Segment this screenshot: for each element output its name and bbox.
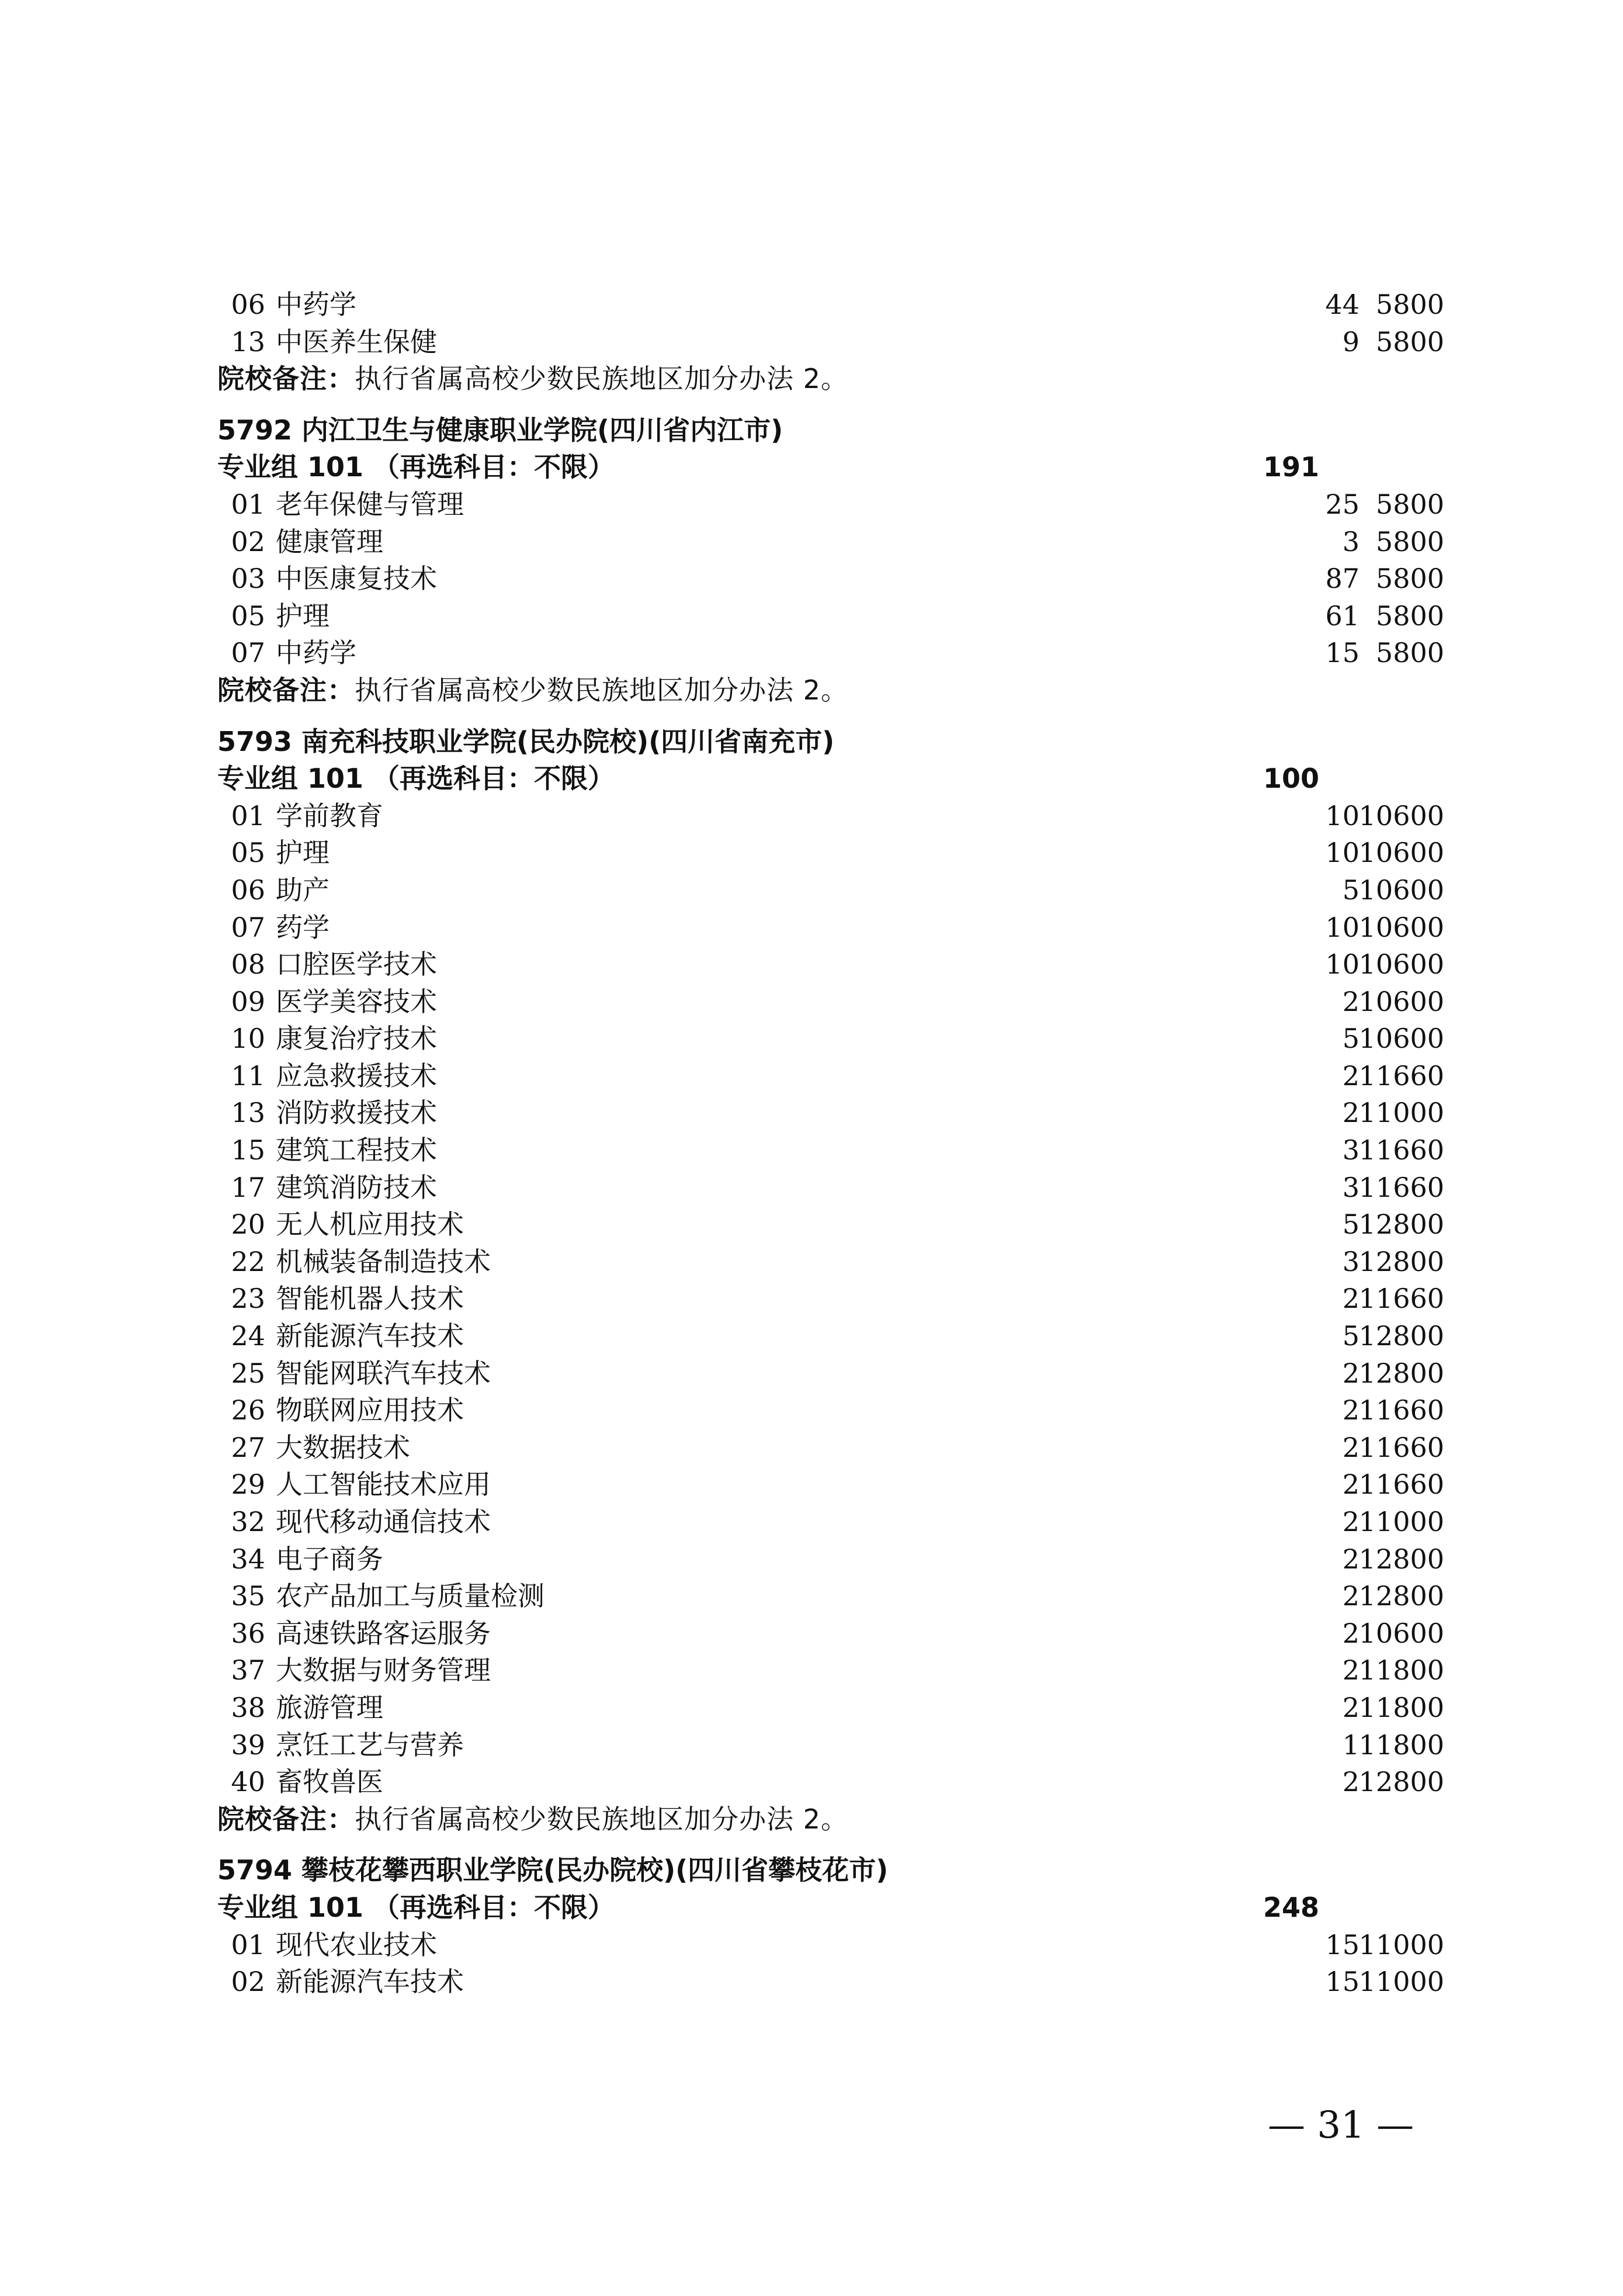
major-row xyxy=(217,1541,1444,1578)
major-row xyxy=(217,798,1444,835)
plan-count: 2 xyxy=(1342,1394,1360,1426)
tuition-fee: 12800 xyxy=(1358,1580,1444,1612)
tuition-fee: 12800 xyxy=(1358,1245,1444,1277)
tuition-fee: 5800 xyxy=(1375,637,1444,669)
major-group-header xyxy=(217,760,1444,798)
plan-count: 3 xyxy=(1342,525,1360,557)
major-row xyxy=(217,1689,1444,1727)
major-code: 15 xyxy=(231,1134,265,1166)
major-code: 35 xyxy=(231,1580,265,1612)
plan-count: 2 xyxy=(1342,1580,1360,1612)
major-name: 口腔医学技术 xyxy=(276,948,437,981)
tuition-fee: 12800 xyxy=(1358,1766,1444,1798)
major-name: 农产品加工与质量检测 xyxy=(276,1580,545,1612)
major-code: 06 xyxy=(231,289,265,320)
major-code: 23 xyxy=(231,1283,265,1315)
major-name: 中医康复技术 xyxy=(276,563,437,595)
major-code: 02 xyxy=(231,525,265,557)
major-row xyxy=(217,1578,1444,1615)
school-note xyxy=(217,672,1444,709)
plan-count: 2 xyxy=(1342,1691,1360,1723)
plan-count: 2 xyxy=(1342,1506,1360,1537)
tuition-fee: 5800 xyxy=(1375,325,1444,358)
tuition-fee: 10600 xyxy=(1358,1023,1444,1055)
major-code: 40 xyxy=(231,1766,265,1798)
major-name: 物联网应用技术 xyxy=(276,1394,464,1426)
major-name: 机械装备制造技术 xyxy=(276,1245,491,1277)
major-row xyxy=(217,1429,1444,1467)
tuition-fee: 12800 xyxy=(1358,1208,1444,1241)
major-row xyxy=(217,1132,1444,1169)
major-name: 消防救援技术 xyxy=(276,1097,437,1129)
major-code: 24 xyxy=(231,1320,265,1352)
major-row xyxy=(217,1927,1444,1964)
plan-count: 2 xyxy=(1342,1543,1360,1575)
group-total: 100 xyxy=(1263,763,1320,795)
major-name: 建筑消防技术 xyxy=(276,1171,437,1203)
plan-count: 3 xyxy=(1342,1245,1360,1277)
major-name: 新能源汽车技术 xyxy=(276,1966,464,1998)
school-note xyxy=(217,361,1444,398)
major-name: 护理 xyxy=(276,837,330,869)
major-row xyxy=(217,1280,1444,1318)
tuition-fee: 11000 xyxy=(1358,1506,1444,1537)
tuition-fee: 5800 xyxy=(1375,289,1444,320)
plan-count: 44 xyxy=(1325,289,1360,320)
major-row xyxy=(217,560,1444,598)
major-code: 29 xyxy=(231,1469,265,1501)
major-row xyxy=(217,1355,1444,1393)
tuition-fee: 11800 xyxy=(1358,1729,1444,1761)
major-row xyxy=(217,635,1444,672)
school-header: 5793 南充科技职业学院(民办院校)(四川省南充市) xyxy=(217,725,835,757)
major-name: 新能源汽车技术 xyxy=(276,1320,464,1352)
plan-count: 5 xyxy=(1342,874,1360,906)
major-row xyxy=(217,909,1444,947)
major-row xyxy=(217,1963,1444,2001)
tuition-fee: 10600 xyxy=(1358,837,1444,869)
tuition-fee: 11000 xyxy=(1358,1966,1444,1998)
major-code: 07 xyxy=(231,637,265,669)
tuition-fee: 11660 xyxy=(1358,1134,1444,1166)
major-code: 22 xyxy=(231,1245,265,1277)
major-row xyxy=(217,1466,1444,1504)
major-name: 现代移动通信技术 xyxy=(276,1506,491,1537)
page-number: — 31 — xyxy=(1268,2104,1414,2147)
major-name: 现代农业技术 xyxy=(276,1928,437,1961)
plan-count: 2 xyxy=(1342,1766,1360,1798)
major-row xyxy=(217,598,1444,635)
major-code: 01 xyxy=(231,1928,265,1961)
tuition-fee: 10600 xyxy=(1358,948,1444,981)
plan-count: 9 xyxy=(1342,325,1360,358)
school-note-text: 执行省属高校少数民族地区加分办法 2。 xyxy=(355,363,848,395)
plan-count: 15 xyxy=(1325,1966,1360,1998)
major-code: 07 xyxy=(231,911,265,943)
school-note-text: 执行省属高校少数民族地区加分办法 2。 xyxy=(355,1803,848,1835)
major-code: 37 xyxy=(231,1654,265,1686)
major-code: 38 xyxy=(231,1691,265,1723)
major-name: 智能机器人技术 xyxy=(276,1283,464,1315)
major-row xyxy=(217,1504,1444,1541)
major-row xyxy=(217,1727,1444,1764)
major-row xyxy=(217,486,1444,524)
major-code: 02 xyxy=(231,1966,265,1998)
major-code: 10 xyxy=(231,1023,265,1055)
plan-count: 2 xyxy=(1342,1469,1360,1501)
tuition-fee: 12800 xyxy=(1358,1320,1444,1352)
major-row xyxy=(217,1392,1444,1429)
major-name: 大数据与财务管理 xyxy=(276,1654,491,1686)
major-code: 26 xyxy=(231,1394,265,1426)
plan-count: 61 xyxy=(1325,600,1360,632)
school-note-label: 院校备注： xyxy=(217,1803,355,1835)
major-row xyxy=(217,286,1444,324)
plan-count: 5 xyxy=(1342,1208,1360,1241)
major-name: 畜牧兽医 xyxy=(276,1766,383,1798)
tuition-fee: 10600 xyxy=(1358,1617,1444,1649)
tuition-fee: 11660 xyxy=(1358,1394,1444,1426)
major-code: 09 xyxy=(231,985,265,1017)
major-group-header xyxy=(217,1889,1444,1927)
plan-count: 10 xyxy=(1325,837,1360,869)
major-name: 无人机应用技术 xyxy=(276,1208,464,1241)
major-name: 康复治疗技术 xyxy=(276,1023,437,1055)
tuition-fee: 11660 xyxy=(1358,1171,1444,1203)
major-code: 25 xyxy=(231,1357,265,1389)
school-note-label: 院校备注： xyxy=(217,674,355,706)
major-row xyxy=(217,324,1444,361)
tuition-fee: 11660 xyxy=(1358,1283,1444,1315)
major-name: 学前教育 xyxy=(276,799,383,832)
major-code: 01 xyxy=(231,488,265,520)
major-name: 中医养生保健 xyxy=(276,325,437,358)
major-code: 01 xyxy=(231,799,265,832)
major-code: 32 xyxy=(231,1506,265,1537)
major-name: 药学 xyxy=(276,911,330,943)
plan-count: 5 xyxy=(1342,1023,1360,1055)
plan-count: 2 xyxy=(1342,1097,1360,1129)
major-name: 建筑工程技术 xyxy=(276,1134,437,1166)
major-name: 智能网联汽车技术 xyxy=(276,1357,491,1389)
major-name: 老年保健与管理 xyxy=(276,488,464,520)
major-code: 34 xyxy=(231,1543,265,1575)
tuition-fee: 10600 xyxy=(1358,874,1444,906)
plan-count: 10 xyxy=(1325,799,1360,832)
major-code: 05 xyxy=(231,600,265,632)
plan-count: 15 xyxy=(1325,637,1360,669)
plan-count: 10 xyxy=(1325,911,1360,943)
major-code: 20 xyxy=(231,1208,265,1241)
plan-count: 3 xyxy=(1342,1134,1360,1166)
major-code: 13 xyxy=(231,325,265,358)
tuition-fee: 5800 xyxy=(1375,600,1444,632)
major-code: 17 xyxy=(231,1171,265,1203)
major-code: 27 xyxy=(231,1431,265,1463)
tuition-fee: 5800 xyxy=(1375,488,1444,520)
tuition-fee: 11000 xyxy=(1358,1097,1444,1129)
tuition-fee: 11660 xyxy=(1358,1469,1444,1501)
plan-count: 1 xyxy=(1342,1729,1360,1761)
major-code: 36 xyxy=(231,1617,265,1649)
plan-count: 15 xyxy=(1325,1928,1360,1961)
major-name: 高速铁路客运服务 xyxy=(276,1617,491,1649)
tuition-fee: 5800 xyxy=(1375,525,1444,557)
major-row xyxy=(217,1318,1444,1355)
major-name: 人工智能技术应用 xyxy=(276,1469,491,1501)
major-code: 11 xyxy=(231,1059,265,1092)
group-total: 248 xyxy=(1263,1891,1320,1923)
tuition-fee: 10600 xyxy=(1358,799,1444,832)
major-code: 13 xyxy=(231,1097,265,1129)
plan-count: 3 xyxy=(1342,1171,1360,1203)
major-row xyxy=(217,1058,1444,1095)
plan-count: 87 xyxy=(1325,563,1360,595)
major-row xyxy=(217,872,1444,909)
tuition-fee: 11660 xyxy=(1358,1059,1444,1092)
plan-count: 5 xyxy=(1342,1320,1360,1352)
major-row xyxy=(217,1169,1444,1207)
major-group-header xyxy=(217,449,1444,486)
plan-count: 2 xyxy=(1342,985,1360,1017)
plan-count: 2 xyxy=(1342,1059,1360,1092)
plan-count: 2 xyxy=(1342,1654,1360,1686)
major-row xyxy=(217,1244,1444,1281)
plan-count: 25 xyxy=(1325,488,1360,520)
plan-count: 2 xyxy=(1342,1357,1360,1389)
major-row xyxy=(217,1615,1444,1653)
major-code: 39 xyxy=(231,1729,265,1761)
tuition-fee: 12800 xyxy=(1358,1543,1444,1575)
major-code: 05 xyxy=(231,837,265,869)
school-note-text: 执行省属高校少数民族地区加分办法 2。 xyxy=(355,674,848,706)
tuition-fee: 11000 xyxy=(1358,1928,1444,1961)
major-row xyxy=(217,834,1444,872)
enrollment-plan-list xyxy=(217,286,1444,2001)
tuition-fee: 11800 xyxy=(1358,1691,1444,1723)
major-code: 03 xyxy=(231,563,265,595)
tuition-fee: 11800 xyxy=(1358,1654,1444,1686)
major-row xyxy=(217,946,1444,983)
group-label: 专业组 101 （再选科目：不限） xyxy=(217,763,615,795)
major-code: 08 xyxy=(231,948,265,981)
plan-count: 2 xyxy=(1342,1617,1360,1649)
plan-count: 2 xyxy=(1342,1431,1360,1463)
plan-count: 10 xyxy=(1325,948,1360,981)
group-total: 191 xyxy=(1263,451,1320,483)
major-name: 电子商务 xyxy=(276,1543,383,1575)
tuition-fee: 10600 xyxy=(1358,985,1444,1017)
tuition-fee: 10600 xyxy=(1358,911,1444,943)
plan-count: 2 xyxy=(1342,1283,1360,1315)
school-note-label: 院校备注： xyxy=(217,363,355,395)
major-name: 应急救援技术 xyxy=(276,1059,437,1092)
school-header: 5792 内江卫生与健康职业学院(四川省内江市) xyxy=(217,414,783,446)
major-name: 助产 xyxy=(276,874,330,906)
tuition-fee: 11660 xyxy=(1358,1431,1444,1463)
major-name: 健康管理 xyxy=(276,525,383,557)
group-label: 专业组 101 （再选科目：不限） xyxy=(217,1891,615,1923)
major-code: 06 xyxy=(231,874,265,906)
major-name: 旅游管理 xyxy=(276,1691,383,1723)
major-row xyxy=(217,1020,1444,1058)
major-row xyxy=(217,524,1444,561)
major-row xyxy=(217,1206,1444,1244)
school-header: 5794 攀枝花攀西职业学院(民办院校)(四川省攀枝花市) xyxy=(217,1854,889,1886)
group-label: 专业组 101 （再选科目：不限） xyxy=(217,451,615,483)
major-row xyxy=(217,1764,1444,1801)
tuition-fee: 5800 xyxy=(1375,563,1444,595)
major-name: 大数据技术 xyxy=(276,1431,410,1463)
major-name: 护理 xyxy=(276,600,330,632)
major-name: 医学美容技术 xyxy=(276,985,437,1017)
major-name: 中药学 xyxy=(276,289,356,320)
major-row xyxy=(217,983,1444,1021)
major-name: 烹饪工艺与营养 xyxy=(276,1729,464,1761)
major-name: 中药学 xyxy=(276,637,356,669)
major-row xyxy=(217,1652,1444,1689)
major-row xyxy=(217,1095,1444,1132)
tuition-fee: 12800 xyxy=(1358,1357,1444,1389)
school-note xyxy=(217,1801,1444,1838)
